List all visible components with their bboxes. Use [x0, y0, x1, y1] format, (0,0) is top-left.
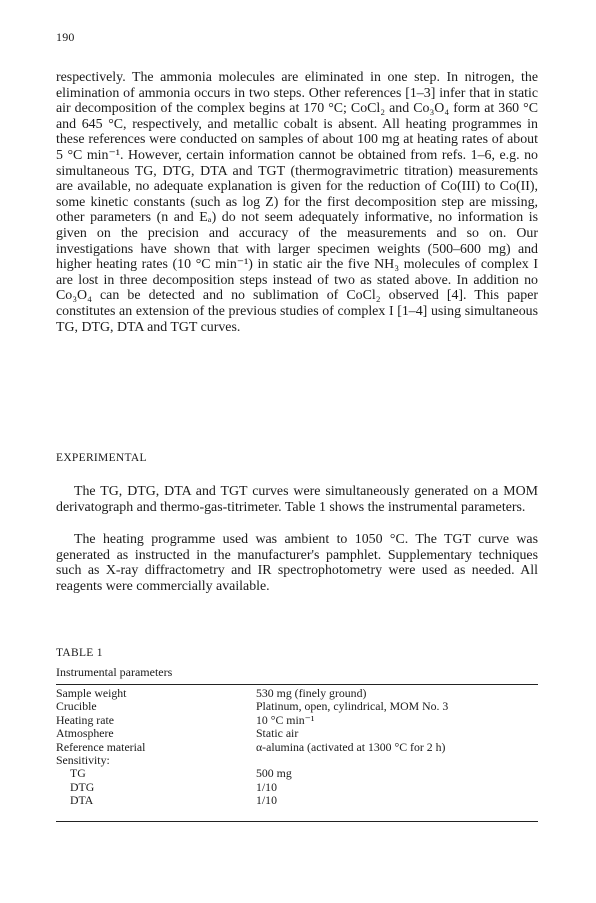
param-name: DTA — [70, 793, 94, 808]
param-value: α-alumina (activated at 1300 °C for 2 h) — [256, 739, 446, 754]
table-row — [56, 687, 538, 700]
param-name: Sensitivity: — [56, 753, 110, 768]
table-row — [56, 794, 538, 807]
param-value: 10 °C min⁻¹ — [256, 712, 315, 727]
table-label: TABLE 1 — [56, 647, 103, 659]
param-name: Heating rate — [56, 712, 114, 727]
table-row — [56, 727, 538, 740]
table-caption: Instrumental parameters — [56, 665, 173, 679]
table-row — [56, 754, 538, 767]
param-value: 530 mg (finely ground) — [256, 686, 367, 700]
table-row — [56, 741, 538, 754]
param-value — [256, 754, 538, 767]
param-value: 1/10 — [256, 793, 277, 808]
table-row — [56, 781, 538, 794]
param-value: Platinum, open, cylindrical, MOM No. 3 — [256, 699, 449, 714]
param-value: 1/10 — [256, 779, 277, 794]
param-name: TG — [70, 766, 86, 781]
table-row — [56, 767, 538, 780]
body-paragraph-intro-continuation: respectively. The ammonia molecules are eliminated in one step. In nitrogen, the elimination of ammonia occurs in two steps. Other references [1–3] infer that in static air decomposition of the complex begins at 170 °C; CoCl₂ and Co₃O₄ form at 360 °C and 645 °C, respectively, and metallic cobalt is absent. All heating programmes in these references were conducted on samples of about 100 mg at heating rates of about 5 °C min⁻¹. However, certain information cannot be obtained from refs. 1–6, e.g. no simultaneous TG, DTG, DTA and TGT (thermogravimetric titration) measurements are available, no adequate explanation is given for the reduction of Co(III) to Co(II), some kinetic constants (such as log Z) for the first decomposition step are missing, other parameters (n and Eₐ) do not seem adequately informative, no information is given on the precision and accuracy of the measurements and so on. Our investigations have shown that with larger specimen weights (500–600 mg) and higher heating rates (10 °C min⁻¹) in static air the five NH₃ molecules of complex I are lost in three decomposition steps instead of two as stated above. In addition no Co₃O₄ can be detected and no sublimation of CoCl₂ observed [4]. This paper constitutes an extension of the previous studies of complex I [1–4] using simultaneous TG, DTG, DTA and TGT curves. — [56, 70, 538, 335]
param-name: Crucible — [56, 699, 97, 714]
param-name: Sample weight — [56, 686, 127, 700]
table-top-rule — [56, 684, 538, 685]
table-row — [56, 700, 538, 713]
param-name: DTG — [70, 779, 95, 794]
page-number: 190 — [56, 30, 75, 44]
param-name: Reference material — [56, 739, 146, 754]
param-value: 500 mg — [256, 766, 292, 781]
body-paragraph-experimental-1: The TG, DTG, DTA and TGT curves were simultaneously generated on a MOM derivatograph and thermo-gas-titrimeter. Table 1 shows the instrumental parameters. — [56, 484, 538, 515]
instrumental-parameters-table — [56, 687, 538, 808]
body-paragraph-experimental-2: The heating programme used was ambient to 1050 °C. The TGT curve was generated as instructed in the manufacturer's pamphlet. Supplementary techniques such as X-ray diffractometry and IR spectrophotometry were used as needed. All reagents were commercially available. — [56, 532, 538, 594]
table-bottom-rule — [56, 821, 538, 822]
param-value: Static air — [256, 726, 299, 741]
section-heading-experimental: EXPERIMENTAL — [56, 452, 147, 464]
table-row — [56, 714, 538, 727]
param-name: Atmosphere — [56, 726, 114, 741]
